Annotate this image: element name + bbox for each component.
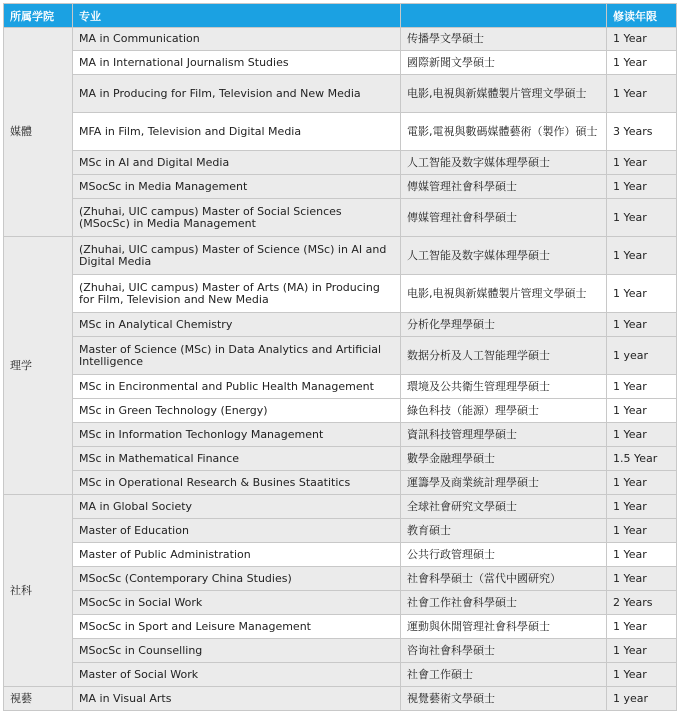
- duration-cell: 2 Years: [607, 591, 677, 615]
- programs-table: [3, 3, 677, 711]
- chinese-name-cell: 分析化學理學碩士: [401, 313, 607, 337]
- chinese-name-cell: 公共行政管理碩士: [401, 543, 607, 567]
- program-name-cell: MSc in Mathematical Finance: [73, 447, 401, 471]
- table-row: [4, 275, 677, 313]
- program-name-cell: MSocSc (Contemporary China Studies): [73, 567, 401, 591]
- chinese-name-cell: 電影,電視與數碼媒體藝術（製作）碩士: [401, 113, 607, 151]
- program-name-cell: MA in Visual Arts: [73, 687, 401, 711]
- program-name-cell: Master of Social Work: [73, 663, 401, 687]
- program-name-cell: MSocSc in Media Management: [73, 175, 401, 199]
- table-row: [4, 28, 677, 51]
- duration-cell: 1 Year: [607, 313, 677, 337]
- duration-cell: 1 Year: [607, 375, 677, 399]
- program-name-cell: MSc in AI and Digital Media: [73, 151, 401, 175]
- table-row: [4, 337, 677, 375]
- program-name-cell: MSc in Information Techonlogy Management: [73, 423, 401, 447]
- school-cell: 社科: [4, 495, 73, 687]
- table-row: [4, 543, 677, 567]
- duration-cell: 1 Year: [607, 237, 677, 275]
- program-name-cell: MSc in Operational Research & Busines Staatitics: [73, 471, 401, 495]
- school-cell: 視藝: [4, 687, 73, 711]
- header-chinese-name: [401, 4, 607, 28]
- school-cell: 媒體: [4, 28, 73, 237]
- table-row: [4, 495, 677, 519]
- program-name-cell: MSc in Green Technology (Energy): [73, 399, 401, 423]
- header-program: 专业: [73, 4, 401, 28]
- table-row: [4, 567, 677, 591]
- duration-cell: 1 Year: [607, 615, 677, 639]
- table-row: [4, 151, 677, 175]
- table-row: [4, 687, 677, 711]
- duration-cell: 1 Year: [607, 51, 677, 75]
- header-school: 所属学院: [4, 4, 73, 28]
- table-row: [4, 519, 677, 543]
- chinese-name-cell: 資訊科技管理理學碩士: [401, 423, 607, 447]
- duration-cell: 1 year: [607, 687, 677, 711]
- program-name-cell: MSc in Analytical Chemistry: [73, 313, 401, 337]
- chinese-name-cell: 綠色科技（能源）理學碩士: [401, 399, 607, 423]
- table-row: [4, 447, 677, 471]
- table-row: [4, 399, 677, 423]
- duration-cell: 1 Year: [607, 275, 677, 313]
- table-row: [4, 591, 677, 615]
- program-name-cell: (Zhuhai, UIC campus) Master of Arts (MA) in Producing for Film, Television and New Media: [73, 275, 401, 313]
- program-name-cell: (Zhuhai, UIC campus) Master of Science (MSc) in AI and Digital Media: [73, 237, 401, 275]
- chinese-name-cell: 數學金融理學碩士: [401, 447, 607, 471]
- program-name-cell: Master of Public Administration: [73, 543, 401, 567]
- table-row: [4, 51, 677, 75]
- table-row: [4, 175, 677, 199]
- chinese-name-cell: 电影,电視與新媒體製片管理文學碩士: [401, 275, 607, 313]
- duration-cell: 1 Year: [607, 519, 677, 543]
- chinese-name-cell: 環境及公共衛生管理理學碩士: [401, 375, 607, 399]
- duration-cell: 1 Year: [607, 471, 677, 495]
- chinese-name-cell: 運動與休閒管理社會科學碩士: [401, 615, 607, 639]
- duration-cell: 1 Year: [607, 639, 677, 663]
- duration-cell: 1 Year: [607, 423, 677, 447]
- program-name-cell: MFA in Film, Television and Digital Media: [73, 113, 401, 151]
- chinese-name-cell: 社會工作碩士: [401, 663, 607, 687]
- program-name-cell: MSocSc in Sport and Leisure Management: [73, 615, 401, 639]
- program-name-cell: MA in Producing for Film, Television and New Media: [73, 75, 401, 113]
- duration-cell: 1 Year: [607, 663, 677, 687]
- program-name-cell: MA in Global Society: [73, 495, 401, 519]
- table-row: [4, 113, 677, 151]
- table-row: [4, 663, 677, 687]
- table-body: [4, 28, 677, 711]
- chinese-name-cell: 全球社會研究文學碩士: [401, 495, 607, 519]
- table-row: [4, 375, 677, 399]
- duration-cell: 1 Year: [607, 75, 677, 113]
- table-header-row: [4, 4, 677, 28]
- program-name-cell: MSc in Encironmental and Public Health Management: [73, 375, 401, 399]
- table-row: [4, 75, 677, 113]
- chinese-name-cell: 運籌學及商業統計理學碩士: [401, 471, 607, 495]
- duration-cell: 1 Year: [607, 399, 677, 423]
- chinese-name-cell: 國際新聞文學碩士: [401, 51, 607, 75]
- chinese-name-cell: 社會工作社會科學碩士: [401, 591, 607, 615]
- duration-cell: 1.5 Year: [607, 447, 677, 471]
- chinese-name-cell: 人工智能及数字媒体理學碩士: [401, 237, 607, 275]
- chinese-name-cell: 傳媒管理社會科學碩士: [401, 199, 607, 237]
- chinese-name-cell: 电影,电視與新媒體製片管理文學碩士: [401, 75, 607, 113]
- program-name-cell: (Zhuhai, UIC campus) Master of Social Sciences (MSocSc) in Media Management: [73, 199, 401, 237]
- chinese-name-cell: 教育碩士: [401, 519, 607, 543]
- chinese-name-cell: 社會科學碩士（當代中國研究）: [401, 567, 607, 591]
- header-duration: 修读年限: [607, 4, 677, 28]
- program-name-cell: MA in International Journalism Studies: [73, 51, 401, 75]
- duration-cell: 3 Years: [607, 113, 677, 151]
- chinese-name-cell: 咨询社會科學碩士: [401, 639, 607, 663]
- duration-cell: 1 year: [607, 337, 677, 375]
- duration-cell: 1 Year: [607, 543, 677, 567]
- duration-cell: 1 Year: [607, 28, 677, 51]
- school-cell: 理学: [4, 237, 73, 495]
- duration-cell: 1 Year: [607, 151, 677, 175]
- chinese-name-cell: 傳媒管理社會科學碩士: [401, 175, 607, 199]
- table-row: [4, 615, 677, 639]
- duration-cell: 1 Year: [607, 175, 677, 199]
- chinese-name-cell: 数据分析及人工智能理学碩士: [401, 337, 607, 375]
- table-row: [4, 313, 677, 337]
- chinese-name-cell: 人工智能及数字媒体理學碩士: [401, 151, 607, 175]
- table-row: [4, 423, 677, 447]
- chinese-name-cell: 传播學文學碩士: [401, 28, 607, 51]
- table-row: [4, 639, 677, 663]
- table-row: [4, 471, 677, 495]
- program-name-cell: Master of Science (MSc) in Data Analytics and Artificial Intelligence: [73, 337, 401, 375]
- program-name-cell: MSocSc in Social Work: [73, 591, 401, 615]
- program-name-cell: Master of Education: [73, 519, 401, 543]
- program-name-cell: MA in Communication: [73, 28, 401, 51]
- duration-cell: 1 Year: [607, 199, 677, 237]
- duration-cell: 1 Year: [607, 495, 677, 519]
- chinese-name-cell: 視覺藝術文學碩士: [401, 687, 607, 711]
- program-name-cell: MSocSc in Counselling: [73, 639, 401, 663]
- table-row: [4, 237, 677, 275]
- duration-cell: 1 Year: [607, 567, 677, 591]
- table-row: [4, 199, 677, 237]
